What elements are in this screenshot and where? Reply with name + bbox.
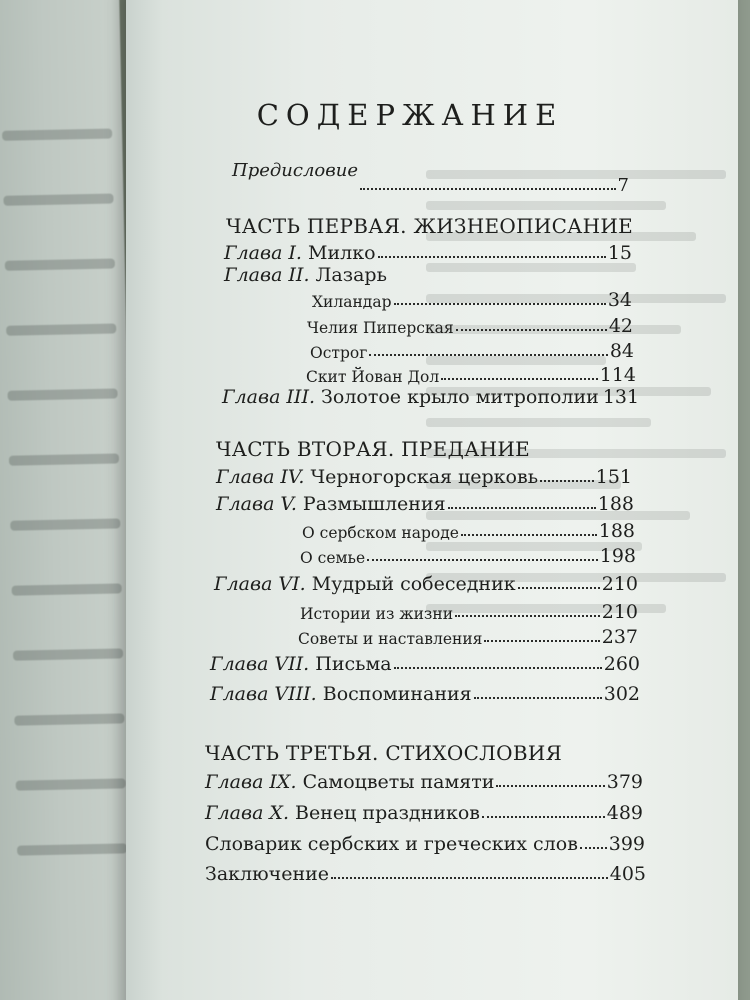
entry-title: Челия Пиперская bbox=[307, 319, 454, 337]
toc-entry bbox=[210, 653, 640, 675]
leader-dots bbox=[461, 533, 597, 536]
leader-dots bbox=[456, 328, 607, 331]
entry-title: Хиландар bbox=[312, 293, 392, 311]
chapter-prefix: Глава VII. bbox=[210, 653, 310, 675]
entry-title: Советы и наставления bbox=[298, 630, 483, 648]
entry-page: 302 bbox=[603, 683, 640, 705]
chapter-prefix: Глава VI. bbox=[214, 573, 306, 595]
entry-title: Заключение bbox=[205, 863, 330, 885]
entry-title: О сербском народе bbox=[302, 524, 459, 542]
entry-title: Черногорская церковь bbox=[310, 466, 539, 488]
entry-page: 42 bbox=[608, 315, 633, 337]
leader-dots bbox=[367, 558, 598, 561]
toc-entry bbox=[205, 802, 643, 824]
toc-entry bbox=[224, 264, 387, 286]
entry-page: 151 bbox=[595, 466, 632, 488]
entry-page: 114 bbox=[599, 364, 636, 386]
chapter-prefix: Глава I. bbox=[224, 242, 302, 264]
entry-title: Письма bbox=[315, 653, 392, 675]
toc-entry bbox=[306, 364, 636, 386]
entry-title: Истории из жизни bbox=[300, 605, 454, 623]
entry-page: 210 bbox=[601, 601, 638, 623]
toc-entry bbox=[216, 466, 632, 488]
leader-dots bbox=[360, 187, 616, 190]
entry-page: 15 bbox=[607, 242, 632, 264]
leader-dots bbox=[378, 255, 606, 258]
entry-title: Скит Йован Дол bbox=[306, 368, 440, 386]
entry-title: Лазарь bbox=[315, 264, 387, 286]
toc-entry bbox=[210, 683, 640, 705]
entry-page: 84 bbox=[609, 340, 634, 362]
entry-page: 198 bbox=[599, 545, 636, 567]
leader-dots bbox=[496, 784, 604, 787]
toc-entry bbox=[310, 340, 634, 362]
toc-entry bbox=[205, 771, 643, 793]
toc-entry bbox=[300, 545, 636, 567]
chapter-prefix: Глава VIII. bbox=[210, 683, 317, 705]
entry-page: 34 bbox=[607, 289, 632, 311]
leader-dots bbox=[448, 506, 596, 509]
toc-entry bbox=[224, 242, 632, 264]
leader-dots bbox=[369, 353, 607, 356]
entry-title: Мудрый собеседник bbox=[311, 573, 516, 595]
leader-dots bbox=[482, 815, 605, 818]
entry-title: О семье bbox=[300, 549, 366, 567]
part-heading: ЧАСТЬ ВТОРАЯ. ПРЕДАНИЕ bbox=[216, 437, 530, 461]
toc-entry bbox=[205, 833, 645, 855]
toc-entry bbox=[302, 520, 635, 542]
leader-dots bbox=[540, 479, 594, 482]
entry-title: Милко bbox=[308, 242, 376, 264]
toc-title: СОДЕРЖАНИЕ bbox=[256, 98, 564, 132]
entry-title: Словарик сербских и греческих слов bbox=[205, 833, 578, 855]
entry-page: 379 bbox=[606, 771, 643, 793]
entry-title: Острог bbox=[310, 344, 368, 362]
leader-dots bbox=[484, 639, 599, 642]
entry-page: 188 bbox=[598, 520, 635, 542]
entry-page: 210 bbox=[601, 573, 638, 595]
leader-dots bbox=[474, 696, 602, 699]
entry-page: 131 bbox=[602, 386, 640, 408]
entry-title: Самоцветы памяти bbox=[302, 771, 495, 793]
toc-entry bbox=[216, 493, 634, 515]
entry-page: 237 bbox=[601, 626, 638, 648]
part-heading: ЧАСТЬ ТРЕТЬЯ. СТИХОСЛОВИЯ bbox=[205, 741, 563, 765]
chapter-prefix: Глава IX. bbox=[205, 771, 297, 793]
chapter-prefix: Глава III. bbox=[222, 386, 315, 408]
chapter-prefix: Глава V. bbox=[216, 493, 297, 515]
leader-dots bbox=[580, 846, 607, 849]
entry-page: 188 bbox=[597, 493, 634, 515]
entry-title: Воспоминания bbox=[322, 683, 472, 705]
entry-page: 7 bbox=[617, 175, 629, 196]
toc-entry bbox=[205, 863, 646, 885]
entry-page: 489 bbox=[606, 802, 643, 824]
entry-title: Венец праздников bbox=[295, 802, 480, 824]
leader-dots bbox=[441, 377, 598, 380]
chapter-prefix: Глава X. bbox=[205, 802, 289, 824]
toc-entry bbox=[222, 386, 638, 408]
chapter-prefix: Глава IV. bbox=[216, 466, 305, 488]
leader-dots bbox=[518, 586, 600, 589]
entry-title: Размышления bbox=[302, 493, 446, 515]
leader-dots bbox=[455, 614, 600, 617]
entry-page: 405 bbox=[609, 863, 646, 885]
part-heading: ЧАСТЬ ПЕРВАЯ. ЖИЗНЕОПИСАНИЕ bbox=[226, 214, 634, 238]
entry-page: 260 bbox=[603, 653, 640, 675]
entry-page: 399 bbox=[608, 833, 645, 855]
toc-entry-preface bbox=[232, 160, 629, 196]
entry-title: Предисловие bbox=[232, 160, 358, 181]
chapter-prefix: Глава II. bbox=[224, 264, 310, 286]
leader-dots bbox=[394, 666, 602, 669]
entry-title: Золотое крыло митрополии bbox=[321, 386, 599, 408]
toc-entry bbox=[307, 315, 633, 337]
toc-entry bbox=[312, 289, 632, 311]
toc-entry bbox=[300, 601, 638, 623]
leader-dots bbox=[331, 876, 608, 879]
toc-entry bbox=[298, 626, 638, 648]
toc-entry bbox=[214, 573, 638, 595]
leader-dots bbox=[394, 302, 606, 305]
